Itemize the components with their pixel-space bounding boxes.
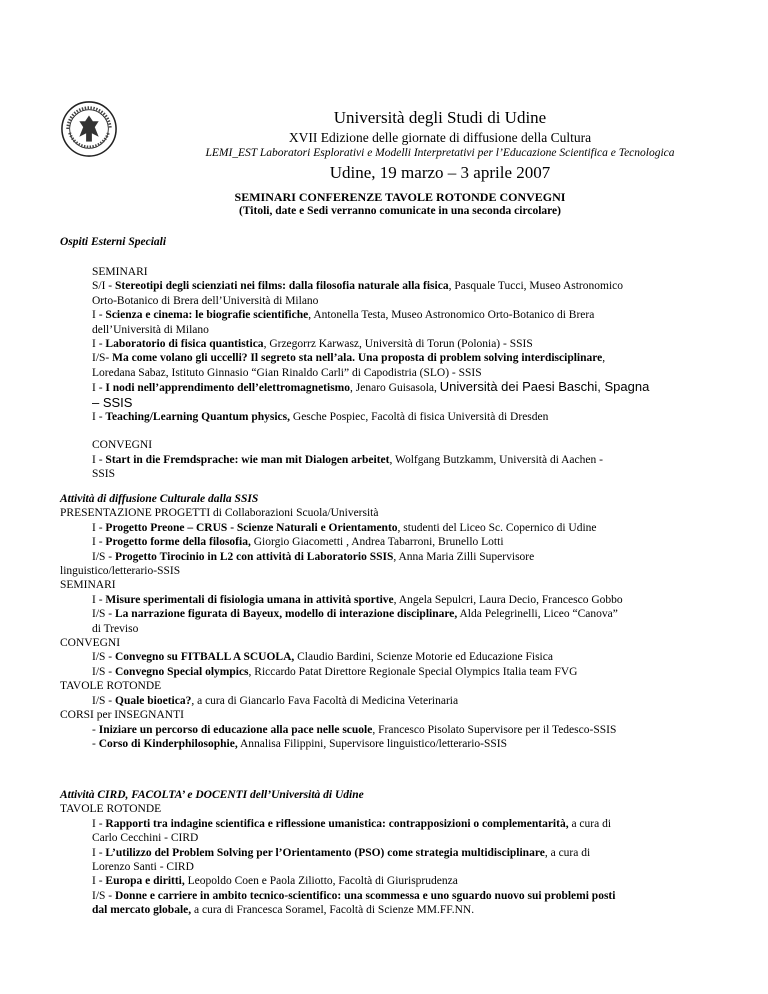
presentazione-label: PRESENTAZIONE PROGETTI di Collaborazioni Scuola/Università (60, 507, 379, 520)
section-cird-title: Attività CIRD, FACOLTA’ e DOCENTI dell’Università di Udine (60, 789, 364, 801)
section-ospiti (92, 265, 722, 482)
convegni-label: CONVEGNI (92, 439, 153, 452)
list-item: I - Misure sperimentali di fisiologia umana in attività sportive, Angela Sepulcri, Laura Decio, Francesco Gobbo (92, 593, 623, 606)
list-item: I - L’utilizzo del Problem Solving per l’Orientamento (PSO) come strategia multidisciplinare, a cura di (92, 846, 591, 859)
list-item-cont: linguistico/letterario-SSIS (60, 565, 181, 578)
list-item: I/S - Quale bioetica?, a cura di Giancarlo Fava Facoltà di Medicina Veterinaria (92, 694, 459, 707)
tavole-label: TAVOLE ROTONDE (60, 680, 162, 693)
list-item-cont: – SSIS (92, 394, 133, 410)
section-ssis-title: Attività di diffusione Culturale dalla SSIS (60, 493, 259, 505)
list-item-cont: Lorenzo Santi - CIRD (92, 861, 194, 874)
list-item: I/S - Convegno su FITBALL A SCUOLA, Claudio Bardini, Scienze Motorie ed Educazione Fisica (92, 651, 553, 664)
event-types-heading: SEMINARI CONFERENZE TAVOLE ROTONDE CONVEGNI (234, 190, 566, 204)
list-item-cont: SSIS (92, 468, 116, 481)
event-types-note: (Titoli, date e Sedi verranno comunicate in una seconda circolare) (239, 205, 561, 217)
edition-title: XVII Edizione delle giornate di diffusione della Cultura (288, 130, 592, 145)
list-item: I - Progetto forme della filosofia, Giorgio Giacometti , Andrea Tabarroni, Brunello Lotti (92, 536, 504, 549)
list-item-cont: Orto-Botanico di Brera dell’Università di Milano (92, 294, 319, 307)
university-name: Università degli Studi di Udine (333, 108, 547, 127)
list-item-cont: di Treviso (92, 622, 139, 635)
list-item: - Corso di Kinderphilosophie, Annalisa Filippini, Supervisore linguistico/letterario-SSIS (92, 737, 507, 750)
list-item: I/S - Donne e carriere in ambito tecnico-scientifico: una scommessa e uno sguardo nuovo sui problemi posti (92, 889, 616, 902)
section-ssis (60, 492, 740, 751)
list-item: I - Laboratorio di fisica quantistica, Grzegorrz Karwasz, Università di Torun (Polonia) - SSIS (92, 338, 533, 351)
list-item: I - Scienza e cinema: le biografie scientifiche, Antonella Testa, Museo Astronomico Orto-Botanico di Brera (92, 309, 595, 322)
list-item: I/S - La narrazione figurata di Bayeux, modello di interazione disciplinare, Alda Pelegrinelli, Liceo “Canova” (92, 608, 618, 621)
section-ospiti-title: Ospiti Esterni Speciali (60, 236, 167, 248)
tavole-label: TAVOLE ROTONDE (60, 803, 162, 816)
corsi-label: CORSI per INSEGNANTI (60, 709, 184, 722)
list-item: I - I nodi nell’apprendimento dell’elettromagnetismo, Jenaro Guisasola, Università dei Paesi Baschi, Spagna (92, 379, 650, 395)
list-item: I - Start in die Fremdsprache: wie man mit Dialogen arbeitet, Wolfgang Butzkamm, Università di Aachen - (92, 453, 603, 466)
list-item-cont: dell’Università di Milano (92, 323, 209, 336)
list-item: I/S - Progetto Tirocinio in L2 con attività di Laboratorio SSIS, Anna Maria Zilli Supervisore (92, 550, 535, 563)
list-item: - Iniziare un percorso di educazione alla pace nelle scuole, Francesco Pisolato Supervisore per il Tedesco-SSIS (92, 723, 617, 736)
seminari-label: SEMINARI (60, 579, 116, 592)
list-item: I/S - Convegno Special olympics, Riccardo Patat Direttore Regionale Special Olympics Italia team FVG (92, 665, 578, 678)
section-cird (60, 788, 740, 918)
list-item: I - Teaching/Learning Quantum physics, Gesche Pospiec, Facoltà di fisica Università di Dresden (92, 411, 549, 424)
event-dates: Udine, 19 marzo – 3 aprile 2007 (329, 163, 551, 182)
list-item-cont: dal mercato globale, a cura di Francesca Soramel, Facoltà di Scienze MM.FF.NN. (92, 904, 475, 917)
list-item-cont: Loredana Sabaz, Istituto Ginnasio “Gian Rinaldo Carli” di Capodistria (SLO) - SSIS (92, 366, 482, 379)
seminari-label: SEMINARI (92, 266, 148, 278)
list-item: S/I - Stereotipi degli scienziati nei films: dalla filosofia naturale alla fisica, Pasquale Tucci, Museo Astronomico (92, 280, 624, 293)
convegni-label: CONVEGNI (60, 637, 121, 650)
list-item: I - Progetto Preone – CRUS - Scienze Naturali e Orientamento, studenti del Liceo Sc. Copernico di Udine (92, 521, 597, 534)
lemi-subtitle: LEMI_EST Laboratori Esplorativi e Modelli Interpretativi per l’Educazione Scientifica e Tecnologica (205, 147, 675, 159)
university-seal-icon (60, 100, 118, 158)
list-item: I - Europa e diritti, Leopoldo Coen e Paola Ziliotto, Facoltà di Giurisprudenza (92, 875, 458, 888)
list-item: I - Rapporti tra indagine scientifica e riflessione umanistica: contrapposizioni o complementarità, a cura di (92, 817, 612, 830)
list-item: I/S- Ma come volano gli uccelli? Il segreto sta nell’ala. Una proposta di problem solving interdisciplinare, (92, 352, 606, 365)
list-item-cont: Carlo Cecchini - CIRD (92, 832, 199, 845)
